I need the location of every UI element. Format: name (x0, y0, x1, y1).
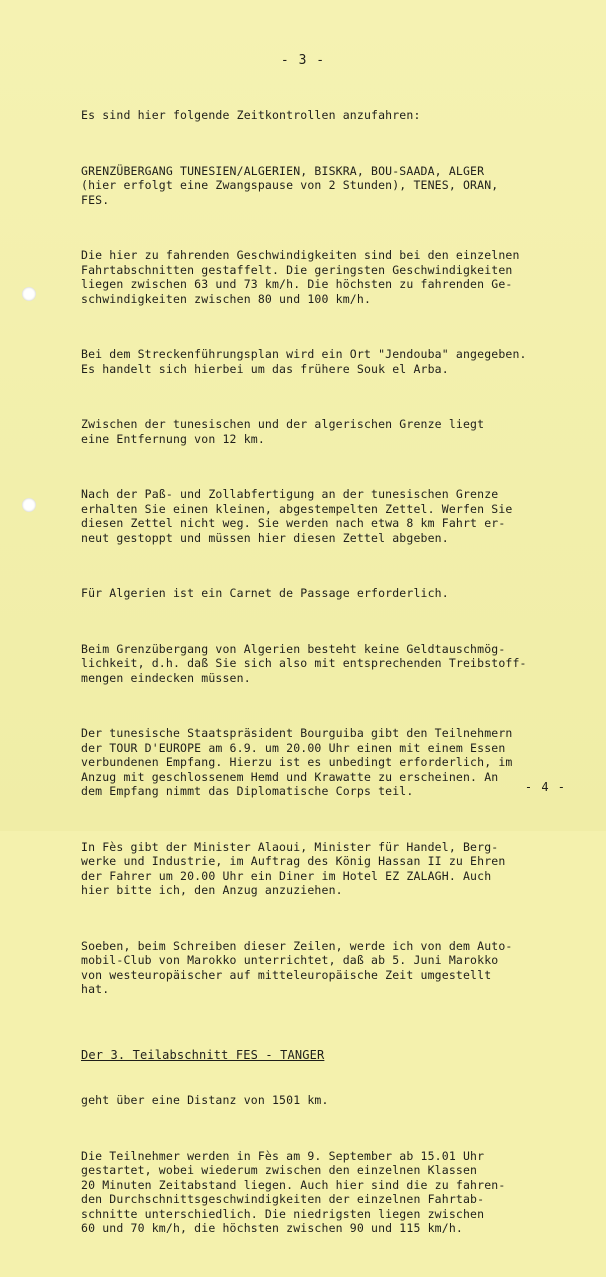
paragraph: Zwischen der tunesischen und der algerischen Grenze liegt eine Entfernung von 12 km. (81, 417, 485, 446)
punch-hole-lower (22, 498, 36, 512)
document-body (81, 79, 581, 1277)
paragraph: Die hier zu fahrenden Geschwindigkeiten sind bei den einzelnen Fahrtabschnitten gestaffelt. Die geringsten Geschwindigkeiten liegen zwischen 63 und 73 km/h. Die höchsten zu fahrenden Ge- schwindigkeiten zwischen 80 und 100 km/h. (81, 248, 520, 306)
section-heading: Der 3. Teilabschnitt FES - TANGER (81, 1047, 325, 1062)
punch-hole-upper (22, 287, 36, 301)
page-number: - 3 - (280, 53, 326, 68)
paragraph: GRENZÜBERGANG TUNESIEN/ALGERIEN, BISKRA, BOU-SAADA, ALGER (hier erfolgt eine Zwangspause von 2 Stunden), TENES, ORAN, FES. (81, 163, 499, 207)
paragraph: In Fès gibt der Minister Alaoui, Minister für Handel, Berg- werke und Industrie, im Auftrag des König Hassan II zu Ehren der Fahrer um 20.00 Uhr ein Diner im Hotel EZ ZALAGH. Auch hier bitte ich, den Anzug anzuziehen. (81, 839, 506, 897)
paragraph: Die Teilnehmer werden in Fès am 9. September ab 15.01 Uhr gestartet, wobei wiederum zwischen den einzelnen Klassen 20 Minuten Zeitabstand liegen. Auch hier sind die zu fahren- den Durchschnittsgeschwindigkeiten der einzelnen Fahrtab- schnitte unterschiedlich. Die niedrigsten liegen zwischen 60 und 70 km/h, die höchsten zwischen 90 und 115 km/h. (81, 1148, 506, 1235)
paragraph: Der tunesische Staatspräsident Bourguiba gibt den Teilnehmern der TOUR D'EUROPE am 6.9. um 20.00 Uhr einen mit einem Essen verbundenen Empfang. Hierzu ist es unbedingt erforderlich, im Anzug mit geschlossenem Hemd und Krawatte zu erscheinen. An dem Empfang nimmt das Diplomatische Corps teil. (81, 726, 513, 798)
paragraph: Beim Grenzübergang von Algerien besteht keine Geldtauschmög- lichkeit, d.h. daß Sie sich also mit entsprechenden Treibstoff- mengen eindecken müssen. (81, 641, 527, 685)
paragraph: Für Algerien ist ein Carnet de Passage erforderlich. (81, 586, 449, 600)
paragraph: geht über eine Distanz von 1501 km. (81, 1093, 329, 1107)
next-page-marker: - 4 - (524, 780, 566, 794)
paragraph: Bei dem Streckenführungsplan wird ein Ort "Jendouba" angegeben. Es handelt sich hierbei um das frühere Souk el Arba. (81, 347, 527, 376)
paragraph: Es sind hier folgende Zeitkontrollen anzufahren: (81, 108, 421, 122)
paragraph: Soeben, beim Schreiben dieser Zeilen, werde ich von dem Auto- mobil-Club von Marokko unterrichtet, daß ab 5. Juni Marokko von westeuropäischer auf mitteleuropäische Zeit umgestellt hat. (81, 938, 513, 996)
paragraph: Nach der Paß- und Zollabfertigung an der tunesischen Grenze erhalten Sie einen kleinen, abgestempelten Zettel. Werfen Sie diesen Zettel nicht weg. Sie werden nach etwa 8 km Fahrt er- neut gestoppt und müssen hier diesen Zettel abgeben. (81, 487, 513, 545)
